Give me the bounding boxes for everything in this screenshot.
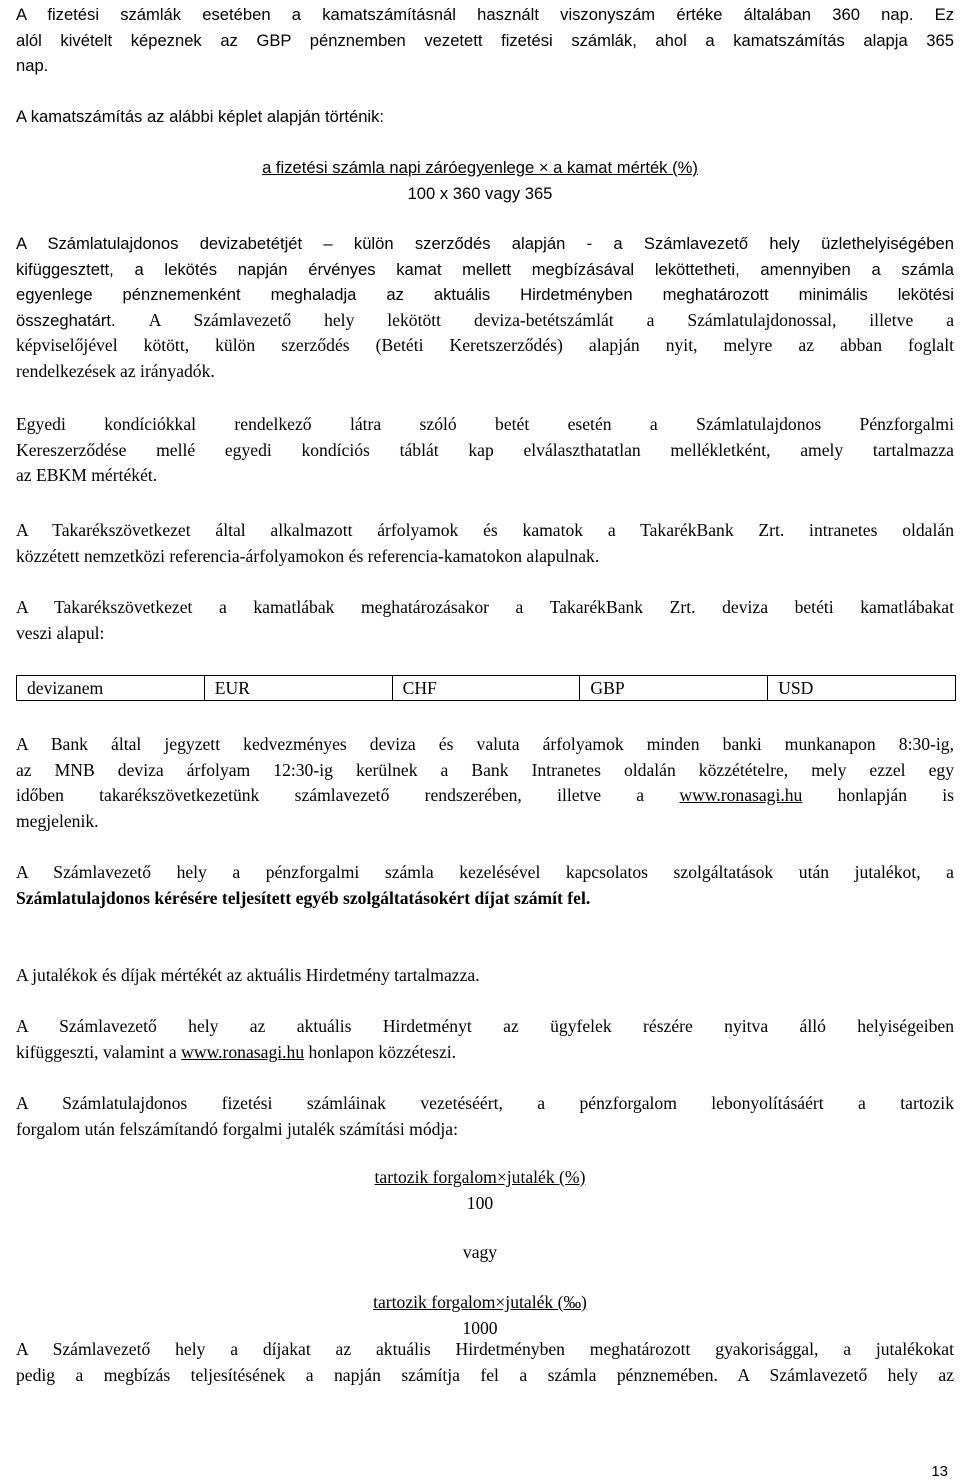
table-cell: devizanem <box>17 676 205 701</box>
text-line: képviselőjével kötött, külön szerződés (Betéti Keretszerződés) alapján nyit, melyre az abban foglalt <box>16 335 954 355</box>
text-line: egyenlege pénznemenként meghaladja az aktuális Hirdetményben meghatározott minimális lekötési <box>16 285 954 304</box>
formula-or <box>0 1240 960 1266</box>
text-line: A Takarékszövetkezet által alkalmazott árfolyamok és kamatok a TakarékBank Zrt. intranetes oldalán <box>16 520 954 540</box>
text-line: Kereszerződése mellé egyedi kondíciós táblát kap elválaszthatatlan mellékletként, amely tartalmazza <box>16 439 954 460</box>
text-segment: A Számlavezető hely lekötött deviza-betétszámlát a Számlatulajdonossal, illetve a <box>148 309 954 330</box>
text-line: A Takarékszövetkezet a kamatlábak meghatározásakor a TakarékBank Zrt. deviza betéti kamatlábakat <box>16 597 954 617</box>
commission-formula-percent <box>0 1165 960 1216</box>
text-line: az MNB deviza árfolyam 12:30-ig kerülnek a Bank Intranetes oldalán közzétételre, mely ezzel egy <box>16 759 954 780</box>
table-row <box>17 676 956 701</box>
paragraph-custom-conditions <box>16 412 954 489</box>
text-line <box>16 886 954 912</box>
table-cell: EUR <box>204 676 392 701</box>
text-line: A kamatszámítás az alábbi képlet alapján történik: <box>16 107 385 126</box>
text-line: A Számlavezető hely az aktuális Hirdetményt az ügyfelek részére nyitva álló helyiségeiben <box>16 1016 954 1036</box>
text-line <box>16 783 954 809</box>
text-line: veszi alapul: <box>16 622 105 643</box>
formula-numerator: tartozik forgalom×jutalék (‰) <box>373 1292 587 1312</box>
currency-table <box>16 675 956 701</box>
bold-text: Számlatulajdonos kérésére teljesített egyéb szolgáltatásokért díjat számít fel. <box>16 887 591 908</box>
formula-or-text: vagy <box>462 1242 498 1262</box>
paragraph-fee-timing <box>16 1337 954 1388</box>
paragraph-exchange-rates <box>16 732 954 834</box>
commission-formula-permille <box>0 1290 960 1341</box>
formula-denominator: 1000 <box>462 1317 498 1338</box>
text-line: A fizetési számlák esetében a kamatszámításnál használt viszonyszám értéke általában 360 nap. Ez <box>16 5 954 24</box>
paragraph-formula-intro <box>16 104 954 130</box>
text-line: pedig a megbízás teljesítésének a napján számítja fel a számla pénznemében. A Számlavezető hely az <box>16 1364 954 1385</box>
text-line: A Bank által jegyzett kedvezményes deviza és valuta árfolyamok minden banki munkanapon 8:30-ig, <box>16 734 954 754</box>
interest-formula <box>0 155 960 206</box>
text-line: rendelkezések az irányadók. <box>16 360 215 381</box>
text-line: A Számlavezető hely a pénzforgalmi számla kezelésével kapcsolatos szolgáltatások után jutalékot, a <box>16 862 954 882</box>
text-line: nap. <box>16 56 49 75</box>
website-link[interactable]: www.ronasagi.hu <box>679 785 803 805</box>
text-line: megjelenik. <box>16 810 99 831</box>
paragraph-deposit <box>16 231 954 384</box>
text-line: kifüggesztett, a lekötés napján érvényes kamat mellett megbízásával leköttetheti, amennyiben a számla <box>16 259 954 279</box>
formula-denominator: 100 <box>466 1192 494 1213</box>
text-line: A Számlatulajdonos devizabetétjét – külön szerződés alapján - a Számlavezető hely üzlethelyiségében <box>16 234 954 253</box>
text-line: Egyedi kondíciókkal rendelkező látra szóló betét esetén a Számlatulajdonos Pénzforgalmi <box>16 414 954 434</box>
paragraph-rate-basis <box>16 595 954 646</box>
text-line: A Számlavezető hely a díjakat az aktuális Hirdetményben meghatározott gyakorisággal, a jutalékokat <box>16 1339 954 1359</box>
text-segment: honlapon közzéteszi. <box>308 1041 457 1062</box>
paragraph-day-count <box>16 2 954 79</box>
paragraph-fees <box>16 860 954 911</box>
text-line: A jutalékok és díjak mértékét az aktuális Hirdetmény tartalmazza. <box>16 965 480 985</box>
paragraph-rates-source <box>16 518 954 569</box>
page-number: 13 <box>931 1463 948 1480</box>
text-line <box>16 308 954 334</box>
text-segment: honlapján is <box>837 785 954 805</box>
table-cell: GBP <box>580 676 768 701</box>
paragraph-announcement <box>16 1014 954 1065</box>
text-segment: összeghatárt. <box>16 310 116 330</box>
formula-numerator: tartozik forgalom×jutalék (%) <box>374 1167 586 1187</box>
text-line: az EBKM mértékét. <box>16 465 158 485</box>
text-line: A Számlatulajdonos fizetési számláinak vezetéséért, a pénzforgalom lebonyolításáért a tartozik <box>16 1093 954 1113</box>
text-line: közzétett nemzetközi referencia-árfolyamokon és referencia-kamatokon alapulnak. <box>16 545 600 566</box>
website-link[interactable]: www.ronasagi.hu <box>181 1041 305 1062</box>
formula-denominator: 100 x 360 vagy 365 <box>407 183 553 203</box>
table-cell: USD <box>768 676 956 701</box>
text-segment: időben takarékszövetkezetünk számlavezető rendszerében, illetve a <box>16 785 645 805</box>
text-line <box>16 1040 954 1066</box>
formula-numerator: a fizetési számla napi záróegyenlege × a kamat mérték (%) <box>262 158 698 177</box>
paragraph-fee-amounts <box>16 963 954 989</box>
text-line: alól kivételt képeznek az GBP pénznemben vezetett fizetési számlák, ahol a kamatszámítás alapja 365 <box>16 30 954 50</box>
text-line: forgalom után felszámítandó forgalmi jutalék számítási módja: <box>16 1118 459 1139</box>
text-segment: kifüggeszti, valamint a <box>16 1041 177 1062</box>
paragraph-commission-method <box>16 1091 954 1142</box>
table-cell: CHF <box>392 676 580 701</box>
